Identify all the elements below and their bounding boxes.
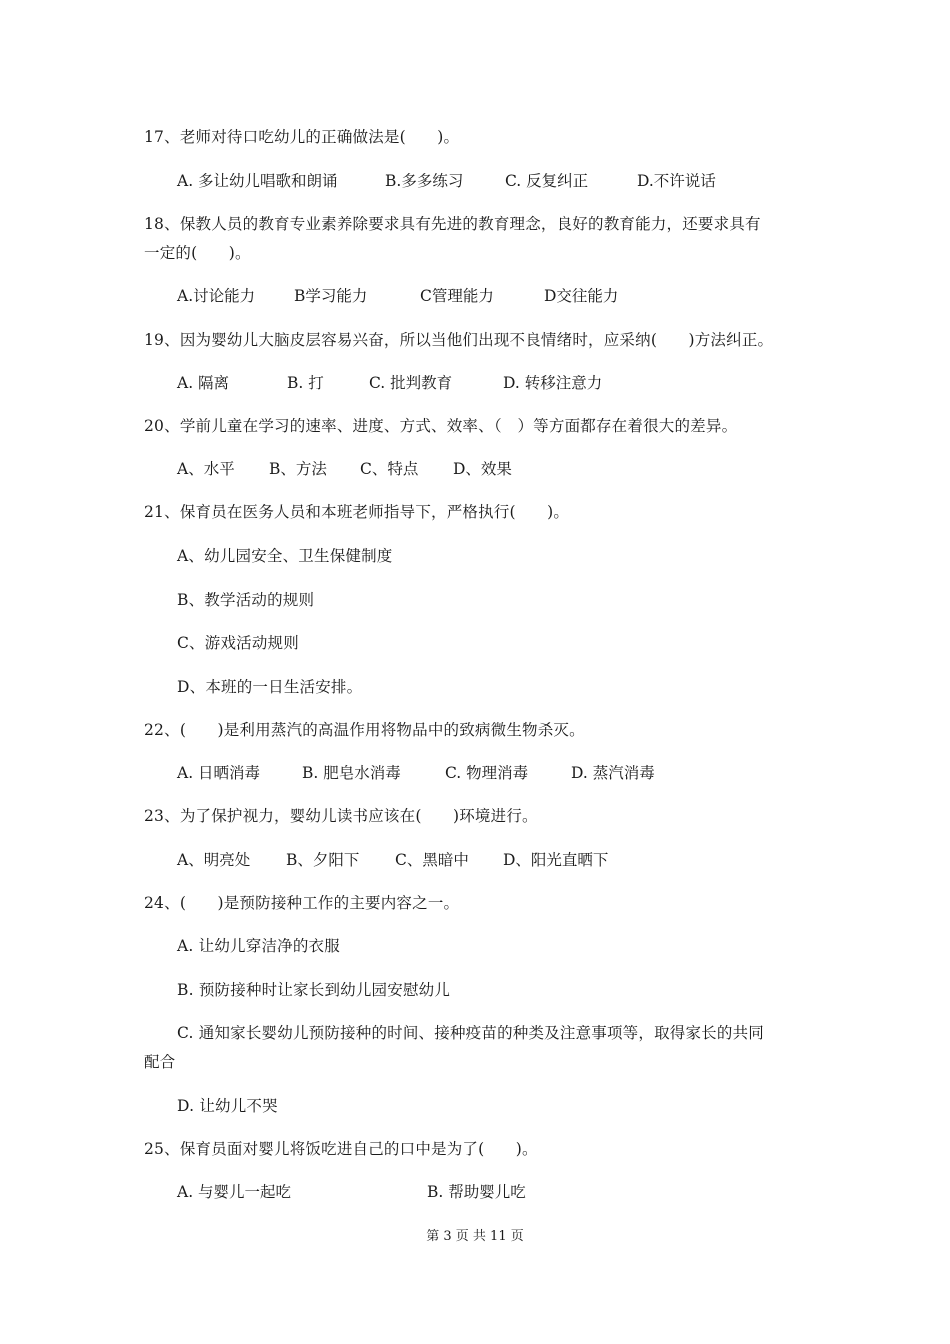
question-24-stem: 24、( )是预防接种工作的主要内容之一。	[144, 894, 460, 912]
option-a: A.讨论能力	[177, 287, 256, 305]
option-d: D、效果	[453, 460, 512, 478]
question-23-stem: 23、为了保护视力，婴幼儿读书应该在( )环境进行。	[144, 807, 538, 825]
question-18-stem-line2: 一定的( )。	[144, 244, 251, 262]
option-b: B、夕阳下	[286, 851, 360, 869]
question-24-option-d: D. 让幼儿不哭	[177, 1097, 278, 1115]
question-21-option-a: A、幼儿园安全、卫生保健制度	[177, 547, 393, 565]
option-c: C. 反复纠正	[505, 172, 589, 190]
question-21-option-d: D、本班的一日生活安排。	[177, 678, 363, 696]
option-d: D.不许说话	[637, 172, 716, 190]
option-a: A. 与婴儿一起吃	[177, 1183, 292, 1201]
option-b: B学习能力	[294, 287, 368, 305]
option-c: C、特点	[360, 460, 419, 478]
question-20-stem: 20、学前儿童在学习的速率、进度、方式、效率、（ ）等方面都存在着很大的差异。	[144, 417, 738, 435]
option-b: B、方法	[269, 460, 327, 478]
option-a: A、水平	[177, 460, 235, 478]
question-21-stem: 21、保育员在医务人员和本班老师指导下，严格执行( )。	[144, 503, 570, 521]
option-d: D. 转移注意力	[503, 374, 603, 392]
question-18-stem-line1: 18、保教人员的教育专业素养除要求具有先进的教育理念，良好的教育能力，还要求具有	[144, 215, 761, 233]
option-c: C管理能力	[420, 287, 494, 305]
option-c: C. 物理消毒	[445, 764, 529, 782]
option-b: B. 打	[287, 374, 324, 392]
option-a: A. 日晒消毒	[177, 764, 261, 782]
option-b: B.多多练习	[385, 172, 464, 190]
question-17-stem: 17、老师对待口吃幼儿的正确做法是( )。	[144, 128, 460, 146]
question-25-stem: 25、保育员面对婴儿将饭吃进自己的口中是为了( )。	[144, 1140, 538, 1158]
page-footer: 第 3 页 共 11 页	[426, 1229, 524, 1244]
question-19-stem: 19、因为婴幼儿大脑皮层容易兴奋，所以当他们出现不良情绪时，应采纳( )方法纠正。	[144, 331, 774, 349]
question-21-option-c: C、游戏活动规则	[177, 634, 299, 652]
option-a: A、明亮处	[177, 851, 251, 869]
question-24-option-c-continued: 配合	[144, 1053, 176, 1071]
option-d: D交往能力	[544, 287, 619, 305]
option-a: A. 隔离	[177, 374, 230, 392]
option-d: D. 蒸汽消毒	[571, 764, 655, 782]
question-24-option-c: C. 通知家长婴幼儿预防接种的时间、接种疫苗的种类及注意事项等，取得家长的共同	[177, 1024, 764, 1042]
option-c: C、黑暗中	[395, 851, 469, 869]
question-24-option-a: A. 让幼儿穿洁净的衣服	[177, 937, 340, 955]
question-24-option-b: B. 预防接种时让家长到幼儿园安慰幼儿	[177, 981, 451, 999]
option-a: A. 多让幼儿唱歌和朗诵	[177, 172, 338, 190]
question-21-option-b: B、教学活动的规则	[177, 591, 315, 609]
option-b: B. 肥皂水消毒	[302, 764, 401, 782]
option-b: B. 帮助婴儿吃	[427, 1183, 526, 1201]
question-22-stem: 22、( )是利用蒸汽的高温作用将物品中的致病微生物杀灭。	[144, 721, 585, 739]
option-c: C. 批判教育	[369, 374, 453, 392]
option-d: D、阳光直晒下	[503, 851, 609, 869]
